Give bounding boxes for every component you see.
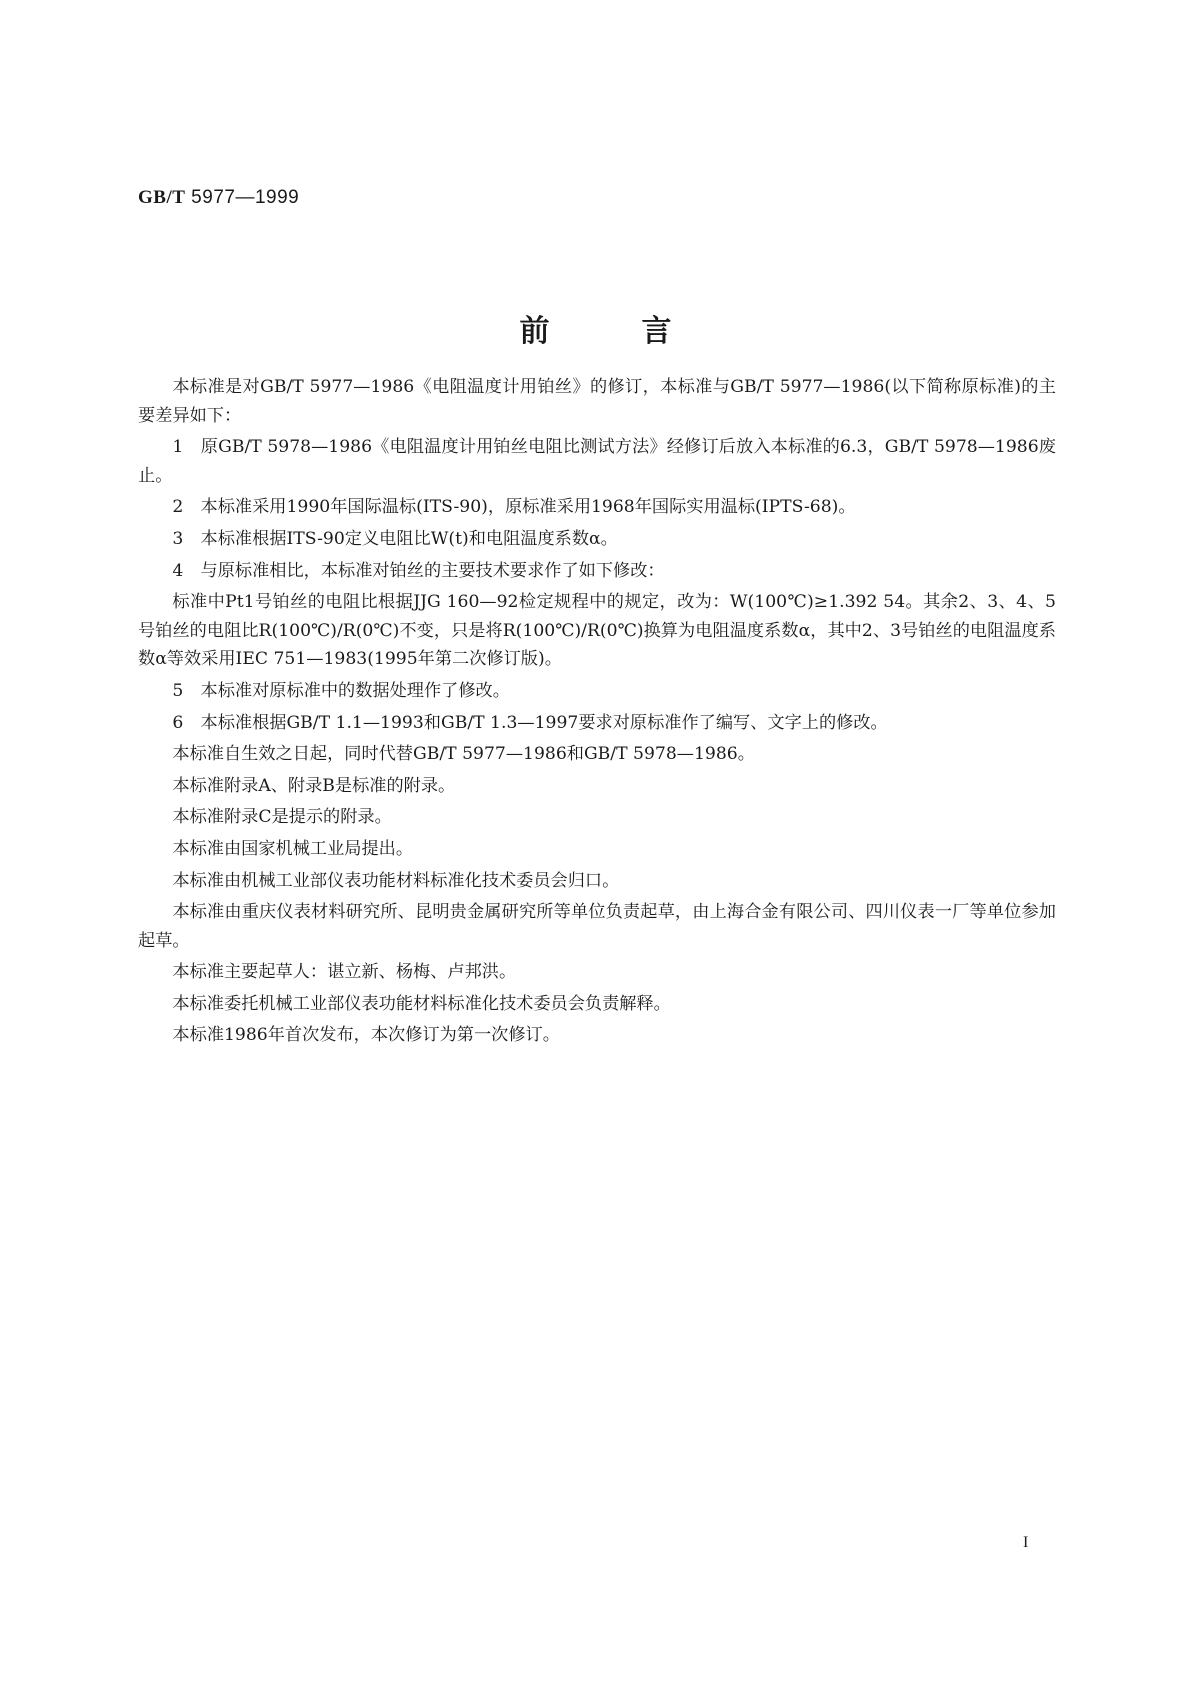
paragraph: 本标准主要起草人：谌立新、杨梅、卢邦洪。 bbox=[172, 962, 517, 983]
paragraph: 4 与原标准相比，本标准对铂丝的主要技术要求作了如下修改： bbox=[172, 560, 665, 581]
paragraph: 2 本标准采用1990年国际温标(ITS-90)，原标准采用1968年国际实用温标(IPTS-68)。 bbox=[172, 497, 856, 518]
paragraph: 标准中Pt1号铂丝的电阻比根据JJG 160—92检定规程中的规定，改为：W(100℃)≥1.392 54。其余2、3、4、5号铂丝的电阻比R(100℃)/R(0℃)不变，只是将R(100℃)/R(0℃)换算为电阻温度系数α，其中2、3号铂丝的电阻温度系数α等效采用IEC 751—1983(1995年第二次修订版)。 bbox=[138, 592, 1056, 670]
paragraph: 本标准1986年首次发布，本次修订为第一次修订。 bbox=[172, 1025, 560, 1046]
foreword-body bbox=[138, 373, 1056, 1053]
paragraph: 6 本标准根据GB/T 1.1—1993和GB/T 1.3—1997要求对原标准作了编写、文字上的修改。 bbox=[172, 712, 888, 733]
paragraph: 本标准是对GB/T 5977—1986《电阻温度计用铂丝》的修订，本标准与GB/T 5977—1986(以下简称原标准)的主要差异如下： bbox=[138, 377, 1056, 426]
paragraph: 本标准自生效之日起，同时代替GB/T 5977—1986和GB/T 5978—1986。 bbox=[172, 744, 755, 765]
paragraph: 本标准附录C是提示的附录。 bbox=[172, 807, 392, 828]
page-number: I bbox=[1023, 1534, 1029, 1551]
paragraph: 本标准由重庆仪表材料研究所、昆明贵金属研究所等单位负责起草，由上海合金有限公司、四川仪表一厂等单位参加起草。 bbox=[138, 902, 1056, 951]
paragraph: 5 本标准对原标准中的数据处理作了修改。 bbox=[172, 680, 510, 701]
paragraph: 本标准由国家机械工业局提出。 bbox=[172, 838, 414, 859]
standard-prefix: GB/T bbox=[138, 187, 186, 208]
page-title: 前言 bbox=[519, 314, 764, 349]
paragraph: 1 原GB/T 5978—1986《电阻温度计用铂丝电阻比测试方法》经修订后放入本标准的6.3，GB/T 5978—1986废止。 bbox=[138, 437, 1056, 486]
standard-number: 5977—1999 bbox=[185, 187, 300, 208]
paragraph: 本标准委托机械工业部仪表功能材料标准化技术委员会负责解释。 bbox=[172, 993, 671, 1014]
paragraph: 本标准由机械工业部仪表功能材料标准化技术委员会归口。 bbox=[172, 870, 620, 891]
paragraph: 3 本标准根据ITS-90定义电阻比W(t)和电阻温度系数α。 bbox=[172, 528, 618, 549]
paragraph: 本标准附录A、附录B是标准的附录。 bbox=[172, 775, 456, 796]
standard-code bbox=[138, 187, 299, 209]
